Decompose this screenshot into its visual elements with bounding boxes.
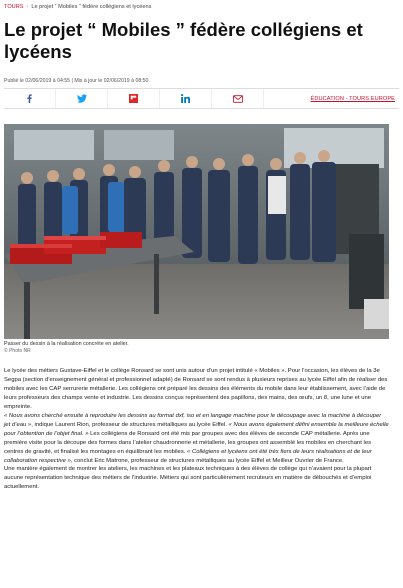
quote-3: « Collégiens et lycéens ont été très fiers de leurs réalisations et de leur collaboration respective » xyxy=(4,448,372,464)
published-date: Publié le 02/06/2019 à 04:55 xyxy=(4,78,71,84)
article-paragraph-3: Une manière également de montrer les ateliers, les machines et les plateaux techniques à des élèves de collège qui n’avaient pour la plupart aucune représentation technique des métiers de l’industrie. Métiers qui sont particulièrement recruteurs en matière de débouchés et d’emploi actuellement. xyxy=(4,466,372,491)
share-email-button[interactable] xyxy=(212,89,264,108)
breadcrumb-current: Le projet “ Mobiles ” fédère collégiens et lycéens xyxy=(31,4,152,10)
share-bar xyxy=(4,88,399,109)
caption-text: Passer du dessin à la réalisation concrète en atelier. xyxy=(4,341,129,347)
article-photo xyxy=(4,124,389,339)
email-icon xyxy=(233,95,243,103)
meta-separator: | xyxy=(71,78,73,84)
twitter-icon xyxy=(77,94,87,103)
quote-2: « Nous avons également défini ensemble la meilleure échelle pour l’obtention de l’objet final. » xyxy=(4,421,389,437)
share-flipboard-button[interactable] xyxy=(108,89,160,108)
article-body xyxy=(4,367,389,492)
page-title: Le projet “ Mobiles ” fédère collégiens et lycéens xyxy=(4,19,363,62)
share-twitter-button[interactable] xyxy=(56,89,108,108)
flipboard-icon xyxy=(129,94,138,103)
facebook-icon xyxy=(25,94,34,103)
share-linkedin-button[interactable] xyxy=(160,89,212,108)
breadcrumb-home-link[interactable]: TOURS xyxy=(4,4,24,10)
section-tag-link[interactable]: ÉDUCATION - TOURS EUROPE xyxy=(310,95,395,102)
article-meta xyxy=(4,78,148,84)
paragraph-2-text-2: Les collégiens de Ronsard ont été mis par groupes avec des élèves de seconde CAP métallerie. Après une première visite pour la découpe des formes dans l’atelier chaudronnerie et métallerie, les groupes ont assemblé les mobiles en cherchant les centres de gravité, et finalisé les montages en équilibrant les mobiles. xyxy=(4,430,372,455)
updated-date: Mis à jour le 02/06/2019 à 08:50 xyxy=(74,78,149,84)
workshop-photo-illustration xyxy=(4,124,389,339)
linkedin-icon xyxy=(181,94,190,103)
photo-credit: © Photo NR xyxy=(4,348,31,354)
share-facebook-button[interactable] xyxy=(4,89,56,108)
quote-1: « Nous avons cherché ensuite à reproduire les dessins au format dxf, iso et en langage machine pour le découpage avec la machine à découper jet d’eau » xyxy=(4,412,382,428)
photo-caption xyxy=(4,341,129,355)
breadcrumb xyxy=(4,4,151,10)
article-paragraph-1: Le lycée des métiers Gustave-Eiffel et le collège Ronsard se sont unis autour d’un projet intitulé « Mobiles ». Pour l’occasion, les élèves de la 3e Segpa (section d’enseignement général et professionnel adapté) de Ronsard se sont rendus à plusieurs reprises au lycée Eiffel afin de réaliser des mobiles avec les CAP serrurerie métallerie. Les collégiens ont préparé les dessins des éléments du mobile dans leur établissement, avec l’aide de leurs professeurs des champs vente et industrie. Les dessins conçus représentent des papillons, des mains, des œufs, un 8, une lune et une empreinte. xyxy=(4,368,388,410)
article-paragraph-2 xyxy=(4,412,389,466)
paragraph-2-text-3: , conclut Eric Matrone, professeur de structures métalliques au lycée Eiffel et Meilleur Ouvrier de France. xyxy=(70,457,344,464)
paragraph-2-text-1: , indique Laurent Rion, professeur de structures métalliques au lycée Eiffel. xyxy=(31,421,229,428)
breadcrumb-separator: › xyxy=(26,4,29,10)
